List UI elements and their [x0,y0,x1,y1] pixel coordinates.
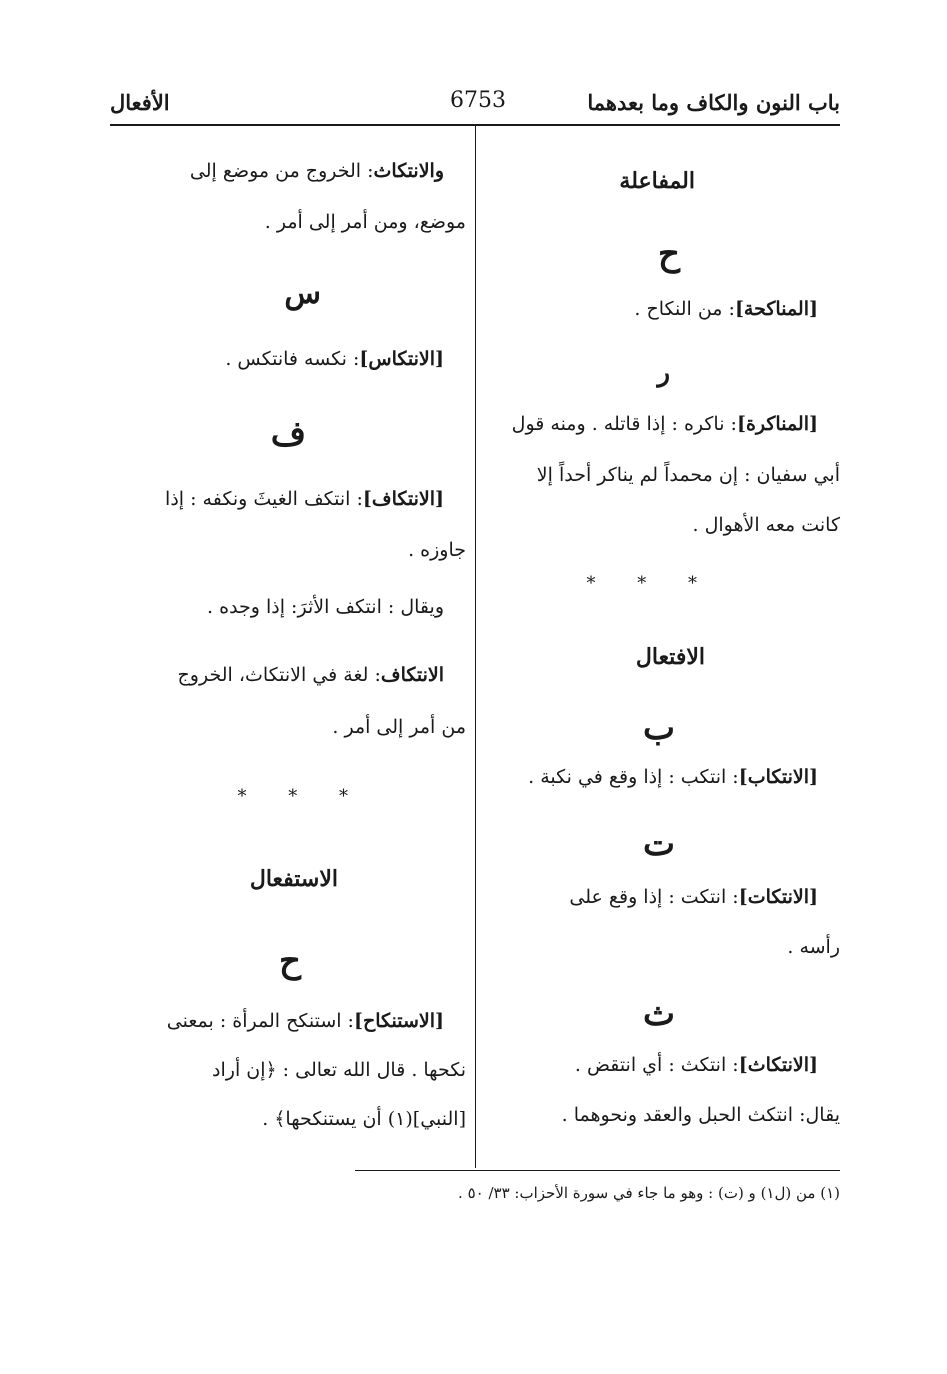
entry-intikath2-line1: والانتكاث: الخروج من موضع إلى [189,160,444,182]
heading-istifaal: الاستفعال [249,866,338,892]
footnote-rule [355,1170,840,1171]
entry-munakaha: [المناكحة]: من النكاح . [634,298,818,320]
entry-istinkah-line2: نكحها . قال الله تعالى : ﴿إن أراد [212,1059,466,1081]
heading-iftiaal: الافتعال [635,644,705,670]
entry-intikab: [الانتكاب]: انتكب : إذا وقع في نكبة . [528,766,818,788]
separator-stars: * * * [586,573,715,594]
entry-intikath-line2: يقال: انتكث الحبل والعقد ونحوهما . [561,1104,840,1126]
entry-istinkah-line1: [الاستنكاح]: استنكح المرأة : بمعنى [166,1010,444,1032]
entry-intikaf-line3: ويقال : انتكف الأثرَ: إذا وجده . [207,596,444,618]
letter-heading-h: ح [658,234,680,274]
letter-heading-s: س [284,276,321,311]
entry-munakara-line2: أبي سفيان : إن محمداً لم يناكر أحداً إلا [536,464,840,486]
letter-heading-b: ب [642,708,675,748]
footnote: (١) من (ل١) و (ت) : وهو ما جاء في سورة الأحزاب: ٣٣/ ٥٠ . [458,1184,840,1202]
entry-munakara-line1: [المناكرة]: ناكره : إذا قاتله . ومنه قول [511,413,818,435]
entry-intikath: [الانتكاث]: انتكث : أي انتقض . [574,1054,818,1076]
entry-intikaf2-line2: من أمر إلى أمر . [332,716,466,738]
chapter-title: باب النون والكاف وما بعدهما [587,90,840,115]
letter-heading-r: ر [657,358,670,388]
separator-stars: * * * [237,786,366,807]
entry-intikat-line2: رأسه . [787,936,840,958]
heading-mufaala: المفاعلة [619,168,695,194]
letter-heading-th: ث [642,994,675,1034]
letter-heading-f: ف [270,414,306,454]
entry-intikath2-line2: موضع، ومن أمر إلى أمر . [264,211,466,233]
entry-intikaf2-line1: الانتكاف: لغة في الانتكاث، الخروج [177,664,444,686]
entry-intikat-line1: [الانتكات]: انتكت : إذا وقع على [569,886,818,908]
entry-intikaf-line1: [الانتكاف]: انتكف الغيثَ ونكفه : إذا [165,488,444,510]
letter-heading-t: ت [642,824,675,864]
entry-intikas: [الانتكاس]: نكسه فانتكس . [225,348,444,370]
letter-heading-h2: ح [279,941,301,981]
entry-munakara-line3: كانت معه الأهوال . [692,514,840,536]
page-header [110,84,840,124]
entry-intikaf-line2: جاوزه . [408,539,466,561]
entry-istinkah-line3: [النبي](١) أن يستنكحها﴾ . [262,1108,466,1130]
section-title: الأفعال [110,90,170,115]
page-number: 6753 [450,88,506,113]
column-divider [475,126,476,1168]
